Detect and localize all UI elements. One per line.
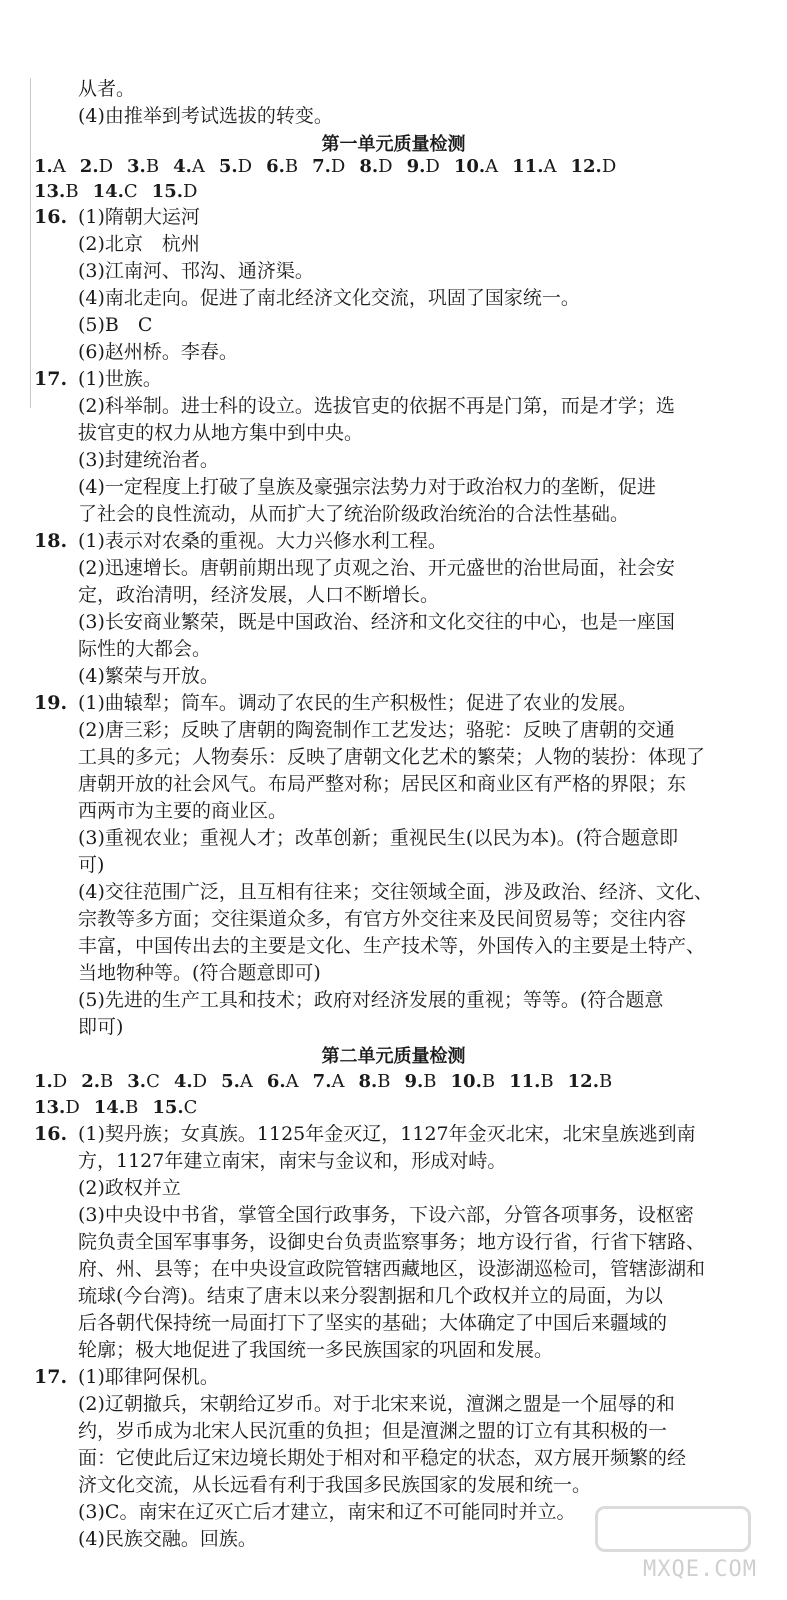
text-line: (2)科举制。进士科的设立。选拔官吏的依据不再是门第，而是才学；选 bbox=[78, 395, 675, 417]
text-line: (4)一定程度上打破了皇族及豪强宗法势力对于政治权力的垄断，促进 bbox=[78, 476, 656, 498]
text-line: (2)北京 杭州 bbox=[78, 233, 200, 255]
unit1-mc-row2 bbox=[34, 178, 754, 205]
text-line: (3)封建统治者。 bbox=[78, 449, 219, 471]
text-line: 轮廓；极大地促进了我国统一多民族国家的巩固和发展。 bbox=[78, 1339, 554, 1361]
mc-answer: 5.A bbox=[221, 1071, 253, 1092]
text-line: (2)唐三彩；反映了唐朝的陶瓷制作工艺发达；骆驼：反映了唐朝的交通 bbox=[78, 719, 675, 741]
mc-answer: 3.C bbox=[127, 1071, 160, 1092]
unit2-mc-row2 bbox=[34, 1094, 754, 1121]
mc-answer: 7.A bbox=[312, 1071, 345, 1092]
text-line: 定，政治清明，经济发展，人口不断增长。 bbox=[78, 584, 440, 606]
unit2-q16-number: 16. bbox=[34, 1123, 68, 1145]
text-line: 丰富，中国传出去的主要是文化、生产技术等，外国传入的主要是土特产、 bbox=[78, 935, 706, 957]
text-line: (2)辽朝撤兵，宋朝给辽岁币。对于北宋来说，澶渊之盟是一个屈辱的和 bbox=[78, 1393, 675, 1415]
text-line: 约，岁币成为北宋人民沉重的负担；但是澶渊之盟的订立有其积极的一 bbox=[78, 1420, 668, 1442]
text-line: (1)表示对农桑的重视。大力兴修水利工程。 bbox=[78, 530, 447, 552]
unit1-heading: 第一单元质量检测 bbox=[321, 134, 466, 155]
text-line: 了社会的良性流动，从而扩大了统治阶级政治统治的合法性基础。 bbox=[78, 503, 630, 525]
mc-answer: 1.D bbox=[34, 1071, 68, 1092]
mc-answer: 13.B bbox=[34, 181, 79, 202]
text-line: (5)B C bbox=[78, 314, 153, 336]
mc-answer: 7.D bbox=[312, 156, 346, 177]
unit2-q17-number: 17. bbox=[34, 1366, 68, 1388]
text-line: (1)耶律阿保机。 bbox=[78, 1366, 219, 1388]
watermark-text: MXQE.COM bbox=[643, 1557, 757, 1582]
text-line: (1)隋朝大运河 bbox=[78, 206, 200, 228]
mc-answer: 12.D bbox=[570, 156, 617, 177]
unit1-q19-number: 19. bbox=[34, 692, 68, 714]
text-line: 方，1127年建立南宋，南宋与金议和，形成对峙。 bbox=[78, 1150, 507, 1172]
text-line: 当地物种等。(符合题意即可) bbox=[78, 962, 321, 984]
mc-answer: 8.B bbox=[358, 1071, 391, 1092]
mc-answer: 10.A bbox=[453, 156, 499, 177]
text-line: 即可) bbox=[78, 1016, 124, 1038]
mc-answer: 14.C bbox=[92, 181, 138, 202]
mc-answer: 4.D bbox=[173, 1071, 208, 1092]
unit1-q17-number: 17. bbox=[34, 368, 68, 390]
unit1-q16-number: 16. bbox=[34, 206, 68, 228]
text-line: (3)长安商业繁荣，既是中国政治、经济和文化交往的中心，也是一座国 bbox=[78, 611, 675, 633]
margin-rule bbox=[30, 78, 31, 408]
text-line: (4)交往范围广泛，且互相有往来；交往领域全面，涉及政治、经济、文化、 bbox=[78, 881, 713, 903]
mc-answer: 4.A bbox=[173, 156, 205, 177]
mc-answer: 9.D bbox=[406, 156, 440, 177]
text-line: (1)契丹族；女真族。1125年金灭辽，1127年金灭北宋，北宋皇族逃到南 bbox=[78, 1123, 696, 1145]
text-line: (1)曲辕犁；筒车。调动了农民的生产积极性；促进了农业的发展。 bbox=[78, 692, 637, 714]
mc-answer: 5.D bbox=[218, 156, 253, 177]
mc-answer: 11.B bbox=[509, 1071, 554, 1092]
mc-answer: 10.B bbox=[450, 1071, 496, 1092]
text-line: 宗教等多方面；交往渠道众多，有官方外交往来及民间贸易等；交往内容 bbox=[78, 908, 687, 930]
text-line: 可) bbox=[78, 854, 105, 876]
text-line: 从者。 bbox=[78, 78, 136, 100]
mc-answer: 15.C bbox=[152, 1097, 198, 1118]
mc-answer: 14.B bbox=[93, 1097, 139, 1118]
text-line: (4)繁荣与开放。 bbox=[78, 665, 219, 687]
text-line: 琉球(今台湾)。结束了唐末以来分裂割据和几个政权并立的局面，为以 bbox=[78, 1285, 663, 1307]
text-line: (3)重视农业；重视人才；改革创新；重视民生(以民为本)。(符合题意即 bbox=[78, 827, 679, 849]
mc-answer: 12.B bbox=[567, 1071, 613, 1092]
text-line: 唐朝开放的社会风气。布局严整对称；居民区和商业区有严格的界限；东 bbox=[78, 773, 687, 795]
mc-answer: 2.B bbox=[81, 1071, 114, 1092]
watermark bbox=[565, 1512, 775, 1592]
mc-answer: 3.B bbox=[127, 156, 160, 177]
text-line: 后各朝代保持统一局面打下了坚实的基础；大体确定了中国后来疆域的 bbox=[78, 1312, 668, 1334]
unit2-heading: 第二单元质量检测 bbox=[321, 1046, 466, 1067]
mc-answer: 13.D bbox=[34, 1097, 80, 1118]
unit2-mc-row1 bbox=[34, 1068, 754, 1095]
text-line: 工具的多元；人物奏乐：反映了唐朝文化艺术的繁荣；人物的装扮：体现了 bbox=[78, 746, 706, 768]
mc-answer: 6.B bbox=[266, 156, 299, 177]
watermark-logo bbox=[595, 1506, 751, 1552]
mc-answer: 9.B bbox=[404, 1071, 437, 1092]
text-line: (3)C。南宋在辽灭亡后才建立，南宋和辽不可能同时并立。 bbox=[78, 1501, 576, 1523]
text-line: (4)民族交融。回族。 bbox=[78, 1528, 257, 1550]
text-line: 济文化交流，从长远看有利于我国多民族国家的发展和统一。 bbox=[78, 1474, 592, 1496]
text-line: 拔官吏的权力从地方集中到中央。 bbox=[78, 422, 364, 444]
text-line: 际性的大都会。 bbox=[78, 638, 212, 660]
text-line: 西两市为主要的商业区。 bbox=[78, 800, 288, 822]
mc-answer: 6.A bbox=[266, 1071, 299, 1092]
text-line: 面：它使此后辽宋边境长期处于相对和平稳定的状态，双方展开频繁的经 bbox=[78, 1447, 687, 1469]
unit1-mc-row1 bbox=[34, 153, 754, 180]
text-line: (6)赵州桥。李春。 bbox=[78, 341, 238, 363]
unit1-q18-number: 18. bbox=[34, 530, 68, 552]
text-line: (4)南北走向。促进了南北经济文化交流，巩固了国家统一。 bbox=[78, 287, 580, 309]
text-line: 院负责全国军事事务，设御史台负责监察事务；地方设行省，行省下辖路、 bbox=[78, 1231, 706, 1253]
text-line: (5)先进的生产工具和技术；政府对经济发展的重视；等等。(符合题意 bbox=[78, 989, 664, 1011]
text-line: 府、州、县等；在中央设宣政院管辖西藏地区，设澎湖巡检司，管辖澎湖和 bbox=[78, 1258, 706, 1280]
text-line: (3)中央设中书省，掌管全国行政事务，下设六部，分管各项事务，设枢密 bbox=[78, 1204, 694, 1226]
mc-answer: 1.A bbox=[34, 156, 66, 177]
text-line: (2)迅速增长。唐朝前期出现了贞观之治、开元盛世的治世局面，社会安 bbox=[78, 557, 675, 579]
text-line: (2)政权并立 bbox=[78, 1177, 181, 1199]
mc-answer: 2.D bbox=[79, 156, 114, 177]
mc-answer: 8.D bbox=[359, 156, 393, 177]
mc-answer: 15.D bbox=[151, 181, 198, 202]
text-line: (1)世族。 bbox=[78, 368, 162, 390]
mc-answer: 11.A bbox=[512, 156, 557, 177]
text-line: (4)由推举到考试选拔的转变。 bbox=[78, 105, 333, 127]
text-line: (3)江南河、邗沟、通济渠。 bbox=[78, 260, 314, 282]
